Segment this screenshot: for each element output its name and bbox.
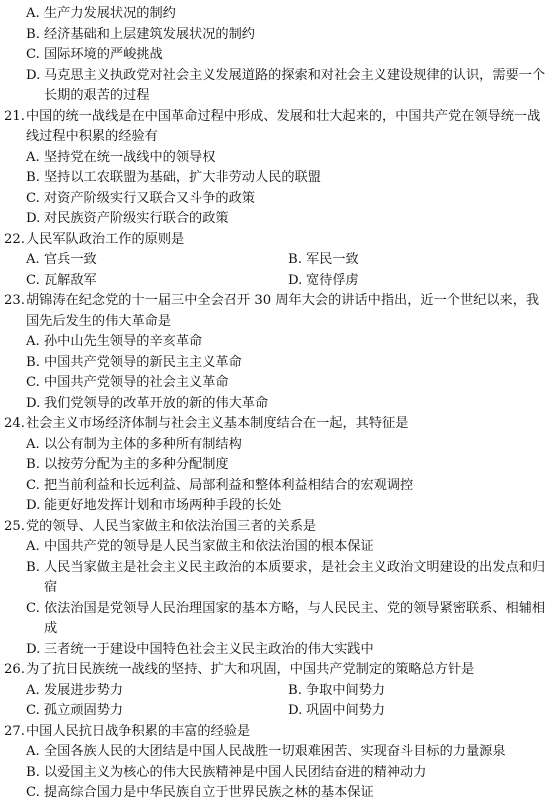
question-stem: 中国的统一战线是在中国革命过程中形成、发展和壮大起来的，中国共产党在领导统一战线过程中积累的经验有	[26, 108, 541, 144]
option-26-d: D. 巩固中间势力	[288, 703, 386, 718]
option-23-c: C. 中国共产党领导的社会主义革命	[26, 375, 229, 390]
option-21-d: D. 对民族资产阶级实行联合的政策	[26, 211, 229, 226]
question-24	[0, 414, 552, 517]
option-20-b: B. 经济基础和上层建筑发展状况的制约	[26, 26, 255, 42]
question-stem: 胡锦涛在纪念党的十一届三中全会召开 30 周年大会的讲话中指出，近一个世纪以来，我国先后发生的伟大革命是	[26, 293, 540, 329]
option-24-c: C. 把当前利益和长远利益、局部利益和整体利益相结合的宏观调控	[26, 477, 414, 493]
question-stem: 为了抗日民族统一战线的坚持、扩大和巩固，中国共产党制定的策略总方针是	[26, 662, 475, 677]
question-stem: 党的领导、人民当家做主和依法治国三者的关系是	[26, 518, 317, 534]
option-25-c: C. 依法治国是党领导人民治理国家的基本方略，与人民民主、党的领导紧密联系、相辅相成	[26, 600, 546, 636]
option-row	[0, 271, 552, 292]
option-27-b: B. 以爱国主义为核心的伟大民族精神是中国人民团结奋进的精神动力	[26, 764, 427, 780]
option-24-d: D. 能更好地发挥计划和市场两种手段的长处	[26, 498, 282, 513]
question-number: 25.	[4, 518, 25, 534]
question-22	[0, 230, 552, 292]
question-number: 24.	[4, 416, 25, 431]
question-stem: 中国人民抗日战争积累的丰富的经验是	[26, 723, 251, 739]
question-23	[0, 291, 552, 414]
option-23-a: A. 孙中山先生领导的辛亥革命	[26, 334, 203, 349]
option-row	[0, 681, 552, 702]
option-21-a: A. 坚持党在统一战线中的领导权	[26, 149, 216, 165]
question-27	[0, 722, 552, 804]
question-26	[0, 660, 552, 722]
question-stem: 社会主义市场经济体制与社会主义基本制度结合在一起，其特征是	[26, 416, 409, 431]
option-23-d: D. 我们党领导的改革开放的新的伟大革命	[26, 395, 269, 411]
option-24-a: A. 以公有制为主体的多种所有制结构	[26, 436, 242, 452]
option-23-b: B. 中国共产党领导的新民主主义革命	[26, 354, 242, 370]
option-20-d: D. 马克思主义执政党对社会主义发展道路的探索和对社会主义建设规律的认识，需要一个长期的艰苦的过程	[26, 67, 546, 103]
question-stem: 人民军队政治工作的原则是	[26, 231, 185, 247]
option-22-d: D. 宽待俘虏	[288, 272, 359, 288]
option-21-b: B. 坚持以工农联盟为基础，扩大非劳动人民的联盟	[26, 170, 321, 185]
question-number: 27.	[4, 723, 25, 739]
option-22-c: C. 瓦解敌军	[26, 272, 97, 288]
question-number: 21.	[4, 108, 25, 124]
option-20-a: A. 生产力发展状况的制约	[26, 6, 176, 21]
option-26-a: A. 发展进步势力	[26, 682, 124, 698]
question-number: 23.	[4, 293, 25, 308]
question-21	[0, 107, 552, 230]
option-25-b: B. 人民当家做主是社会主义民主政治的本质要求，是社会主义政治文明建设的出发点和归宿	[26, 559, 546, 595]
question-number: 26.	[4, 662, 25, 677]
option-27-a: A. 全国各族人民的大团结是中国人民战胜一切艰难困苦、实现奋斗目标的力量源泉	[26, 744, 506, 759]
question-number: 22.	[4, 231, 25, 247]
option-26-b: B. 争取中间势力	[288, 682, 386, 698]
option-21-c: C. 对资产阶级实行又联合又斗争的政策	[26, 190, 255, 206]
option-27-c: C. 提高综合国力是中华民族自立于世界民族之林的基本保证	[26, 785, 374, 800]
option-20-c: C. 国际环境的严峻挑战	[26, 47, 163, 62]
option-25-a: A. 中国共产党的领导是人民当家做主和依法治国的根本保证	[26, 539, 374, 554]
option-22-b: B. 军民一致	[288, 252, 359, 267]
option-row	[0, 701, 552, 722]
question-25	[0, 517, 552, 661]
option-22-a: A. 官兵一致	[26, 252, 97, 267]
option-25-d: D. 三者统一于建设中国特色社会主义民主政治的伟大实践中	[26, 641, 374, 657]
option-row	[0, 250, 552, 271]
option-24-b: B. 以按劳分配为主的多种分配制度	[26, 457, 229, 472]
question-20-options	[0, 4, 552, 107]
option-26-c: C. 孤立顽固势力	[26, 703, 124, 718]
